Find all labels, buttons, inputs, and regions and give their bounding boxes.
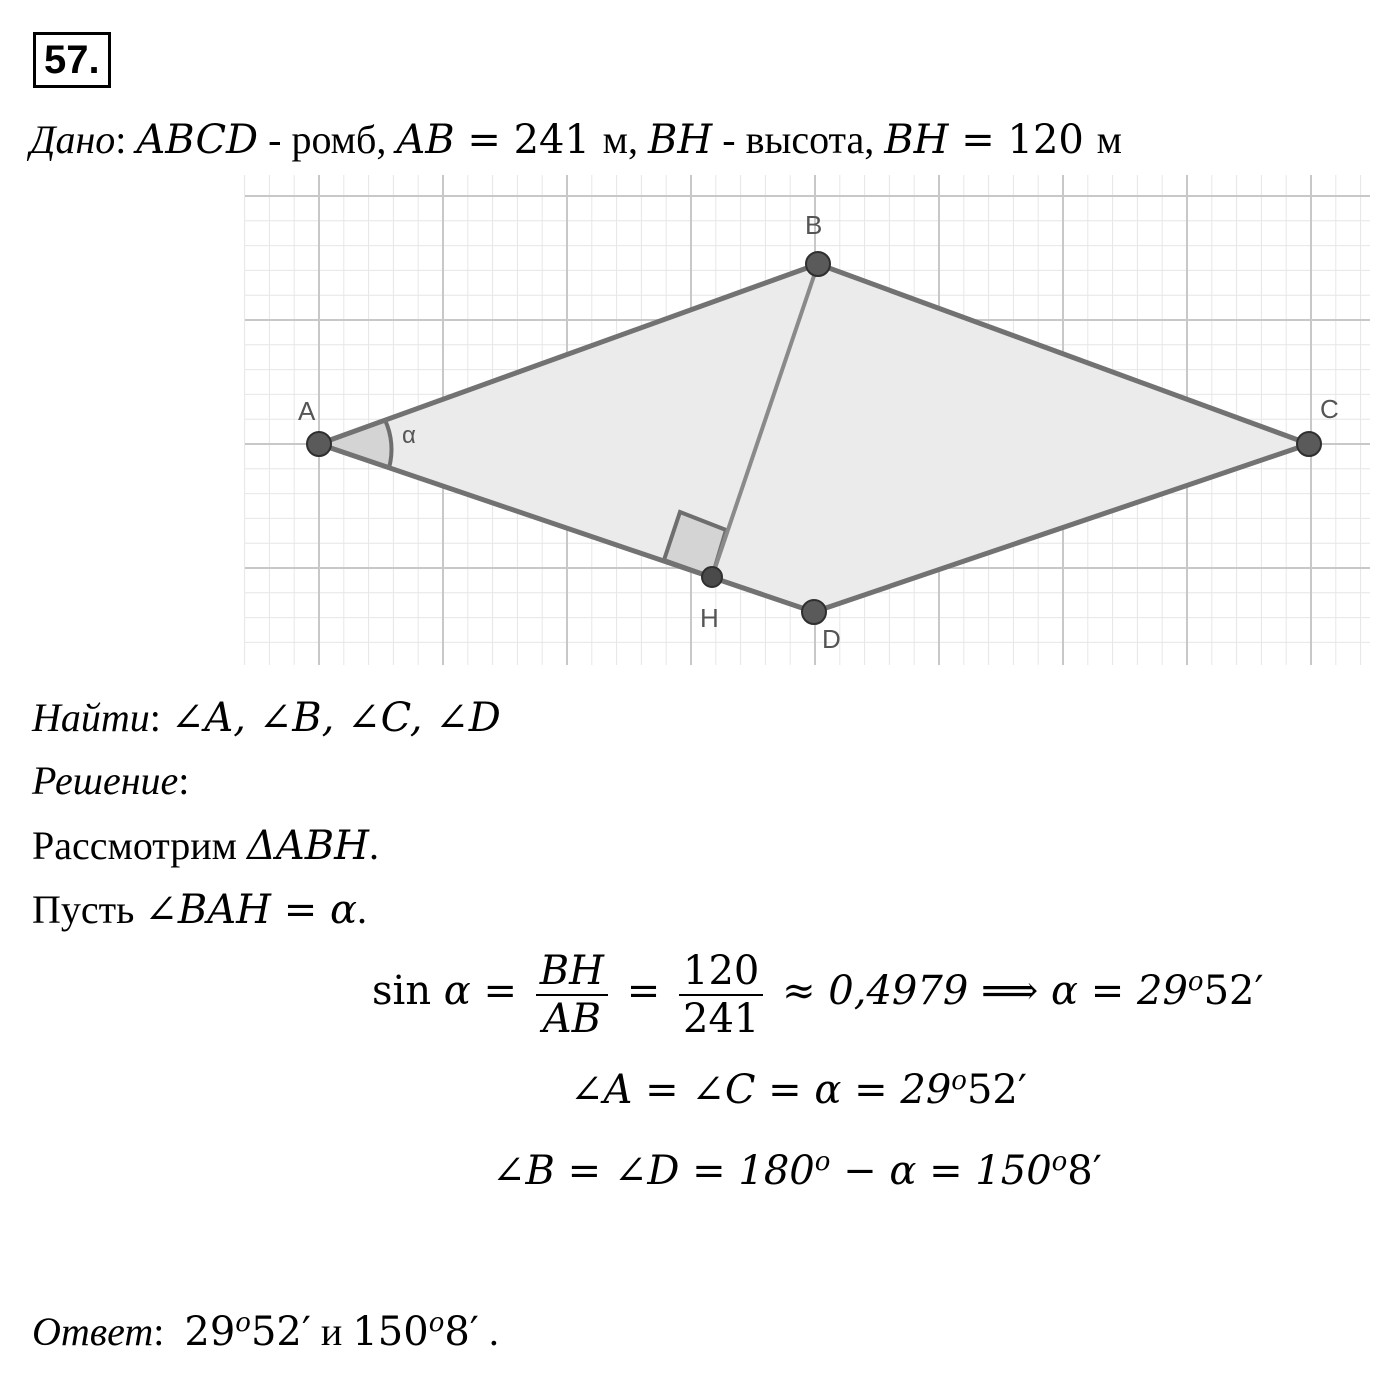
degree-mark: o xyxy=(235,1308,251,1338)
given-text-2: - высота, xyxy=(712,117,885,162)
point-h xyxy=(702,567,722,587)
formula-b-d-main: ∠B = ∠D = 180 xyxy=(492,1148,815,1194)
sin-lhs: α = xyxy=(431,968,530,1015)
answer-line xyxy=(32,1308,499,1356)
ab-name: AB xyxy=(396,117,455,163)
solution-label: Решение xyxy=(32,758,179,803)
point-a xyxy=(307,432,331,456)
degree-mark: o xyxy=(951,1066,967,1096)
solution-colon: : xyxy=(178,758,190,803)
formula-a-c-main: ∠A = ∠C = α = 29 xyxy=(570,1067,952,1113)
answer-end: . xyxy=(478,1309,499,1354)
point-b xyxy=(806,252,830,276)
solution-line xyxy=(32,757,189,805)
answer-label: Ответ xyxy=(32,1309,154,1354)
find-line xyxy=(32,694,501,742)
answer-value-2-minutes: 8′ xyxy=(444,1309,479,1355)
formula-sin xyxy=(372,948,1264,1042)
consider-line xyxy=(32,822,379,870)
consider-text: Рассмотрим xyxy=(32,823,247,868)
label-a: A xyxy=(298,396,316,426)
height-name: BH xyxy=(647,117,713,163)
label-alpha: α xyxy=(402,422,416,449)
given-colon: : xyxy=(115,117,137,162)
bh-name: BH xyxy=(884,117,949,163)
fraction-241-denominator: 241 xyxy=(683,996,760,1042)
point-d xyxy=(802,600,826,624)
degree-mark: o xyxy=(814,1147,831,1177)
fraction-120-241 xyxy=(679,948,763,1042)
fraction-bh-ab xyxy=(536,948,608,1042)
ab-value: = 241 xyxy=(454,117,603,163)
let-text: Пусть xyxy=(32,887,145,932)
let-end: . xyxy=(357,887,368,932)
find-colon: : xyxy=(149,695,171,740)
formula-a-c xyxy=(570,1066,1027,1114)
fraction-bh-numerator: BH xyxy=(536,948,608,996)
let-line xyxy=(32,886,367,934)
sin-function: sin xyxy=(372,968,432,1015)
fraction-ab-denominator: AB xyxy=(542,996,602,1042)
unit-2: м xyxy=(1096,117,1122,162)
degree-mark: o xyxy=(1051,1147,1068,1177)
point-c xyxy=(1297,432,1321,456)
find-value: ∠A, ∠B, ∠C, ∠D xyxy=(170,695,501,741)
label-d: D xyxy=(822,624,841,654)
label-b: B xyxy=(805,210,823,240)
sin-rhs: ≈ 0,4979 ⟹ α = 29 xyxy=(769,968,1188,1015)
figure-name: ABCD xyxy=(136,117,259,163)
formula-a-c-minutes: 52′ xyxy=(966,1067,1027,1113)
bh-value: = 120 xyxy=(948,117,1097,163)
triangle-name: ΔABH xyxy=(246,823,370,869)
answer-value-1-minutes: 52′ xyxy=(250,1309,311,1355)
unit-1: м xyxy=(602,117,628,162)
given-label: Дано xyxy=(30,117,116,162)
answer-value-2: 150 xyxy=(352,1309,429,1355)
fraction-120-numerator: 120 xyxy=(679,948,763,996)
sin-rhs-minutes: 52′ xyxy=(1203,968,1264,1015)
formula-b-d-minutes: 8′ xyxy=(1067,1148,1102,1194)
consider-end: . xyxy=(369,823,380,868)
find-label: Найти xyxy=(32,695,150,740)
formula-b-d-middle: − α = 150 xyxy=(830,1148,1052,1194)
given-text-1: - ромб, xyxy=(258,117,397,162)
degree-mark: o xyxy=(1187,967,1204,998)
let-expr: ∠BAH = α xyxy=(144,887,358,933)
label-c: C xyxy=(1320,394,1339,424)
formula-b-d xyxy=(492,1147,1102,1195)
answer-and: и xyxy=(310,1309,353,1354)
answer-colon: : xyxy=(153,1309,185,1354)
answer-value-1: 29 xyxy=(184,1309,236,1355)
label-h: H xyxy=(700,603,719,633)
equals-sign: = xyxy=(614,968,673,1015)
rhombus-diagram xyxy=(0,0,1400,680)
given-separator: , xyxy=(627,117,648,162)
problem-number: 57. xyxy=(33,32,111,88)
degree-mark: o xyxy=(428,1308,445,1338)
